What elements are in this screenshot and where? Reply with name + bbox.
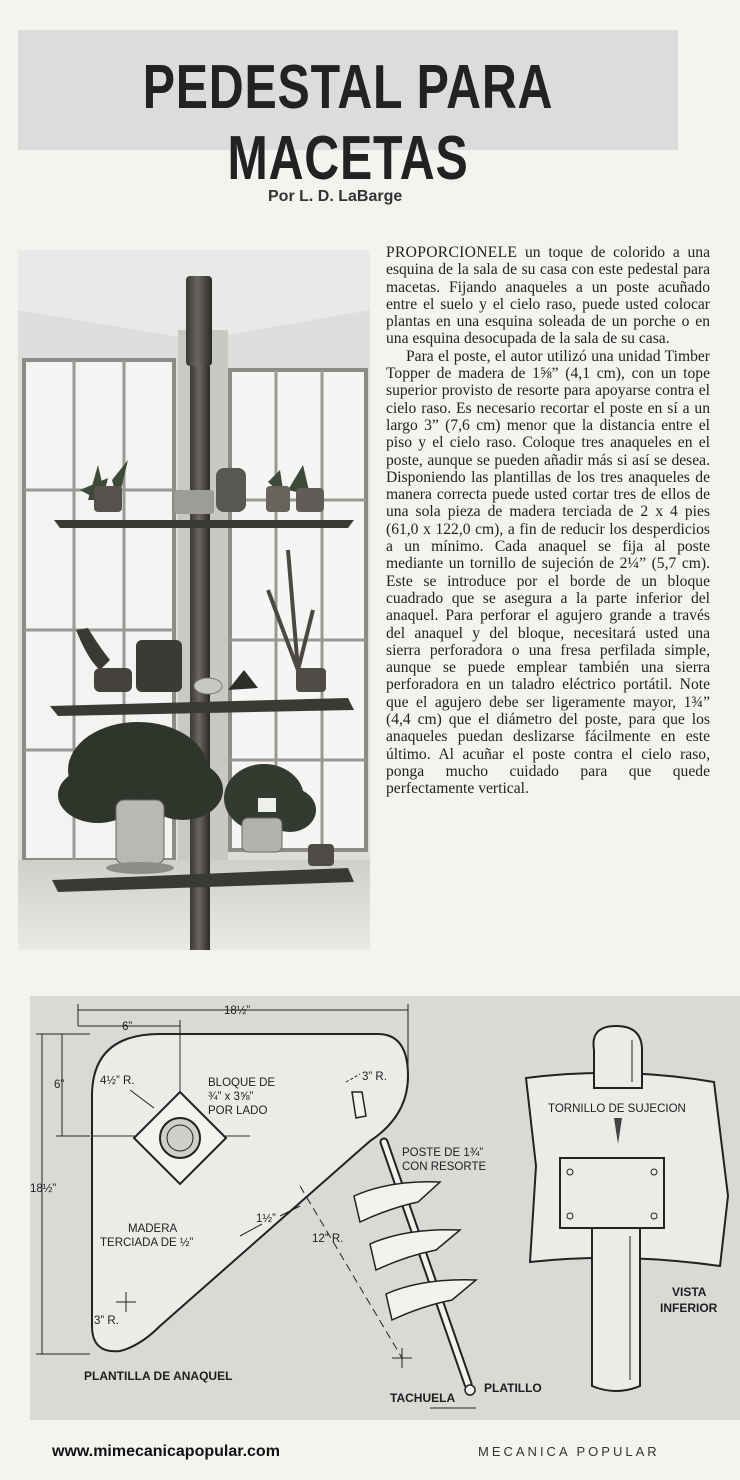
dim-total-height: 18½”: [30, 1183, 57, 1195]
byline: Por L. D. LaBarge: [268, 188, 403, 205]
bloque-label-2: ¾” x 3⅝”: [208, 1091, 254, 1103]
bloque-label-1: BLOQUE DE: [208, 1077, 276, 1089]
title-band: [18, 30, 678, 193]
poste-label-2: CON RESORTE: [402, 1161, 487, 1173]
poste-label-1: POSTE DE 1¾”: [402, 1147, 484, 1159]
article-paragraph-2: Para el poste, el autor utilizó una unidad Timber Topper de madera de 1⅝” (4,1 cm), con un tope superior provisto de resorte para apoyarse contra el cielo raso. Es necesario recortar el poste en sí a un largo 3” (7,6 cm) menor que la distancia entre el piso y el cielo raso. Coloque tres anaqueles en el poste, aunque se pueden añadir más si así se desea. Disponiendo las plantillas de los tres anaqueles de manera correcta puede usted cortar tres de ellos de una sola pieza de madera terciada de 2 x 4 pies (61,0 x 122,0 cm), a fin de reducir los desperdicios a un mínimo. Cada anaquel se fija al poste mediante un tornillo de sujeción de 2¼” (5,7 cm). Este se introduce por el borde de un bloque cuadrado que se asegura a la parte inferior del anaquel. Para perforar el agujero grande a través del anaquel y del bloque, necesitará usted una sierra perforadora o una fresa perfilada simple, aunque se puede emplear también una sierra perforadora en un taladro eléctrico portátil. Note que el agujero debe ser ligeramente mayor, 1¾” (4,4 cm) que el diámetro del poste, para que los anaqueles puedan deslizarse fácilmente en este último. Al acuñar el poste contra el cielo raso, ponga mucho cuidado para que quede perfectamente vertical.: [386, 347, 710, 798]
radius-3-top: 3” R.: [362, 1071, 387, 1083]
post-hole: [160, 1118, 200, 1158]
radius-4-5: 4½” R.: [100, 1075, 135, 1087]
article-body: [386, 244, 710, 798]
page-title: PEDESTAL PARA MACETAS: [142, 53, 554, 193]
vista-label-2: INFERIOR: [660, 1301, 718, 1315]
footer-url: www.mimecanicapopular.com: [52, 1443, 280, 1460]
bottom-view-block: [560, 1158, 664, 1228]
madera-label-2: TERCIADA DE ½”: [100, 1237, 194, 1249]
tornillo-label: TORNILLO DE SUJECION: [548, 1103, 686, 1115]
dim-total-width: 18½”: [224, 1005, 251, 1017]
plantilla-label: PLANTILLA DE ANAQUEL: [84, 1369, 233, 1383]
article-paragraph-1: [386, 244, 710, 348]
radius-12: 12” R.: [312, 1233, 344, 1245]
vista-label-1: VISTA: [672, 1285, 707, 1299]
platillo-label: PLATILLO: [484, 1381, 542, 1395]
bloque-label-3: POR LADO: [208, 1105, 268, 1117]
madera-label-1: MADERA: [128, 1223, 178, 1235]
radius-3-bottom: 3” R.: [94, 1315, 119, 1327]
dim-6-side: 6”: [54, 1079, 65, 1091]
dim-6-top: 6”: [122, 1021, 133, 1033]
footer-magazine: MECANICA POPULAR: [478, 1444, 660, 1459]
shelf-diagram: [30, 996, 740, 1420]
paragraph-1-text: un toque de colorido a una esquina de la sala de su casa con este pedestal para macetas. Fijando anaqueles a un poste acuñado entre el suelo y el cielo raso, puede usted colocar plantas en una esquina soleada de un porche o en una esquina desocupada de la sala de su casa.: [386, 244, 710, 348]
lead-word: PROPORCIONELE: [386, 244, 518, 261]
pedestal-photo: [18, 250, 370, 950]
tachuela-label: TACHUELA: [390, 1391, 456, 1405]
dim-1-5: 1½”: [256, 1213, 276, 1225]
